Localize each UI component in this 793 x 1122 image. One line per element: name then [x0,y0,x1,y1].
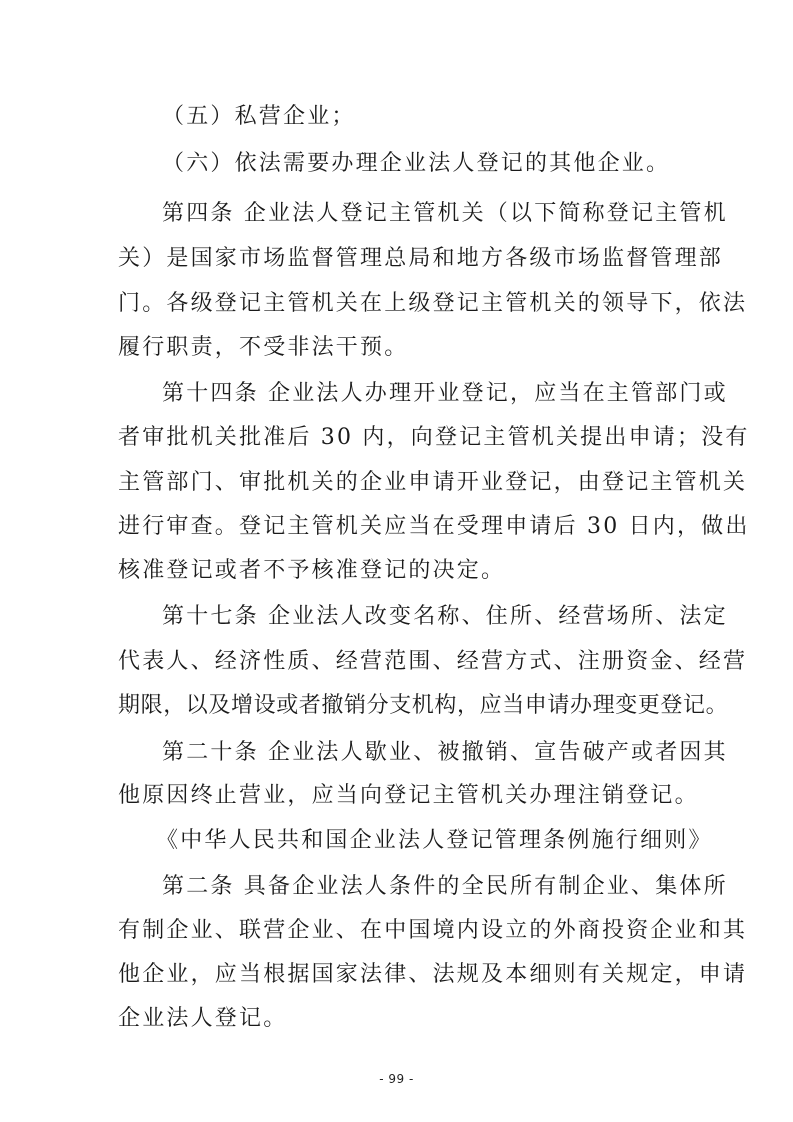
text-line: 他原因终止营业，应当向登记主管机关办理注销登记。 [118,783,699,808]
text-line: 履行职责，不受非法干预。 [118,335,409,360]
text-line: 关）是国家市场监督管理总局和地方各级市场监督管理部 [118,246,724,271]
text-line: （五）私营企业； [162,104,356,129]
text-line: 门。各级登记主管机关在上级登记主管机关的领导下，依法 [118,291,748,316]
document-title: 《中华人民共和国企业法人登记管理条例施行细则》 [156,828,713,853]
text-line: 核准登记或者不予核准登记的决定。 [118,558,506,583]
text-line: 他企业，应当根据国家法律、法规及本细则有关规定，申请 [118,962,748,987]
text-line: （六）依法需要办理企业法人登记的其他企业。 [162,151,671,176]
text-line: 企业法人登记。 [118,1006,288,1031]
page-number: - 99 - [379,1072,414,1086]
text-line: 期限，以及增设或者撤销分支机构，应当申请办理变更登记。 [118,693,729,718]
text-line: 进行审查。登记主管机关应当在受理申请后 30 日内，做出 [118,514,750,539]
text-line: 第二十条 企业法人歇业、被撤销、宣告破产或者因其 [162,740,728,765]
text-line: 有制企业、联营企业、在中国境内设立的外商投资企业和其 [118,918,748,943]
text-line: 者审批机关批准后 30 内，向登记主管机关提出申请；没有 [118,425,750,450]
text-line: 第二条 具备企业法人条件的全民所有制企业、集体所 [162,874,728,899]
text-line: 第十四条 企业法人办理开业登记，应当在主管部门或 [162,381,728,406]
text-line: 代表人、经济性质、经营范围、经营方式、注册资金、经营 [118,649,748,674]
text-line: 第四条 企业法人登记主管机关（以下简称登记主管机 [162,201,728,226]
text-line: 第十七条 企业法人改变名称、住所、经营场所、法定 [162,604,728,629]
text-line: 主管部门、审批机关的企业申请开业登记，由登记主管机关 [118,470,748,495]
